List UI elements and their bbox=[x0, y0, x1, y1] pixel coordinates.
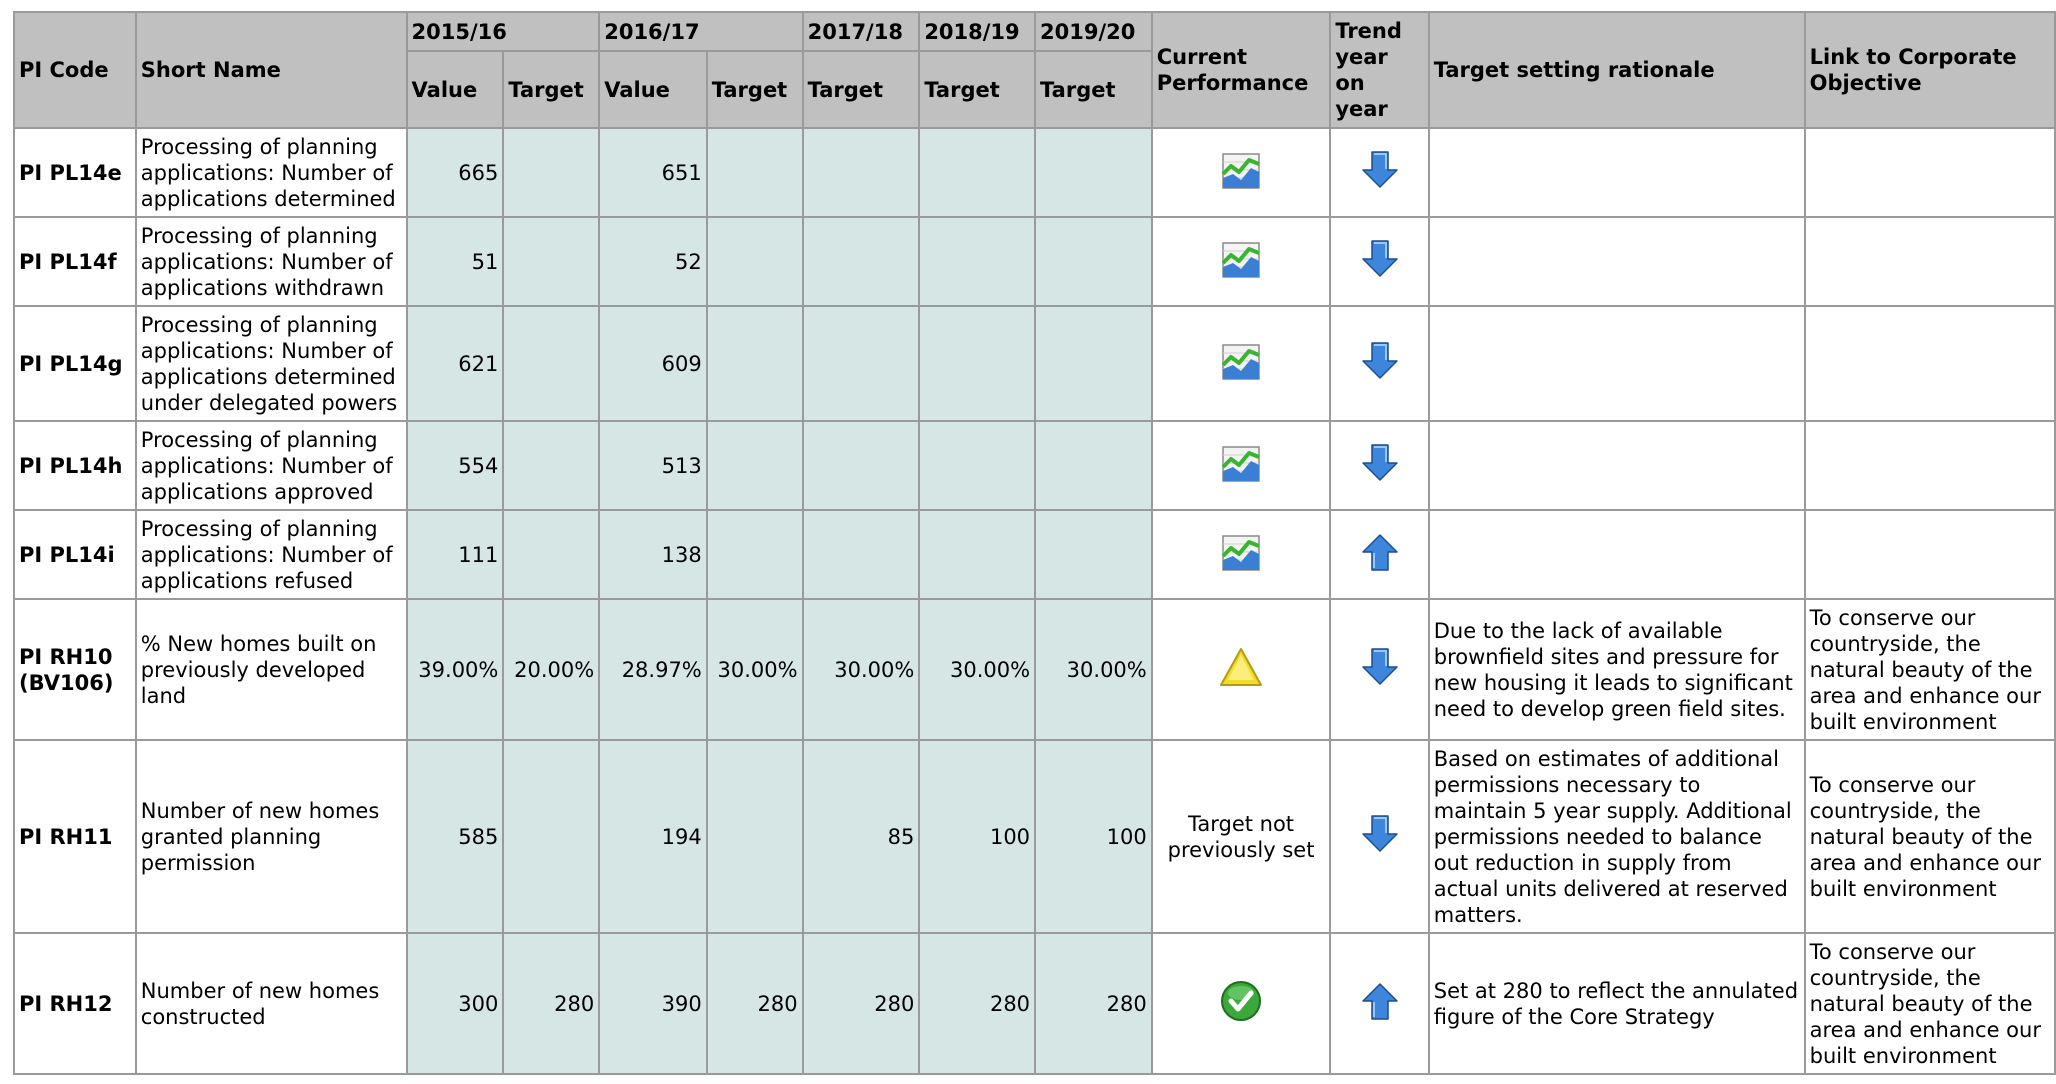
table-row bbox=[14, 510, 2055, 599]
target-2018: 280 bbox=[919, 933, 1035, 1074]
value-2016: 138 bbox=[599, 510, 707, 599]
corporate-objective bbox=[1805, 421, 2055, 510]
target-2018 bbox=[919, 217, 1035, 306]
pi-code: PI PL14i bbox=[14, 510, 136, 599]
pi-code: PI PL14h bbox=[14, 421, 136, 510]
target-2019: 280 bbox=[1035, 933, 1152, 1074]
target-rationale: Based on estimates of additional permissions necessary to maintain 5 year supply. Additional permissions needed to balance out reduction in supply from actual units delivered at reserved matters. bbox=[1429, 740, 1805, 933]
header-trend-line4: year bbox=[1335, 97, 1388, 121]
trend-cell bbox=[1330, 933, 1428, 1074]
table-row bbox=[14, 128, 2055, 217]
current-performance bbox=[1152, 599, 1331, 740]
arrow-down-icon bbox=[1359, 813, 1401, 861]
target-2017 bbox=[803, 421, 920, 510]
arrow-up-icon bbox=[1359, 531, 1401, 579]
header-target-2019: Target bbox=[1035, 51, 1152, 128]
target-2016 bbox=[707, 217, 803, 306]
target-2016 bbox=[707, 421, 803, 510]
target-2015: 280 bbox=[503, 933, 599, 1074]
current-performance bbox=[1152, 306, 1331, 421]
target-2018 bbox=[919, 421, 1035, 510]
target-2019 bbox=[1035, 128, 1152, 217]
value-2015: 665 bbox=[407, 128, 504, 217]
short-name: % New homes built on previously developed land bbox=[136, 599, 407, 740]
current-performance-text: Target not previously set bbox=[1167, 811, 1315, 862]
target-2015 bbox=[503, 510, 599, 599]
trend-cell bbox=[1330, 599, 1428, 740]
pi-code: PI PL14e bbox=[14, 128, 136, 217]
corporate-objective bbox=[1805, 217, 2055, 306]
value-2015: 300 bbox=[407, 933, 504, 1074]
target-2016: 280 bbox=[707, 933, 803, 1074]
header-target-2018: Target bbox=[919, 51, 1035, 128]
trend-cell bbox=[1330, 421, 1428, 510]
pi-table bbox=[13, 11, 2056, 1075]
corporate-objective: To conserve our countryside, the natural beauty of the area and enhance our built environment bbox=[1805, 740, 2055, 933]
trend-cell bbox=[1330, 128, 1428, 217]
value-2015: 554 bbox=[407, 421, 504, 510]
pi-code: PI RH12 bbox=[14, 933, 136, 1074]
target-2017: 30.00% bbox=[803, 599, 920, 740]
short-name: Processing of planning applications: Number of applications determined bbox=[136, 128, 407, 217]
table-row bbox=[14, 599, 2055, 740]
short-name: Processing of planning applications: Number of applications determined under delegated powers bbox=[136, 306, 407, 421]
header-current-performance: Current Performance bbox=[1152, 12, 1331, 128]
corporate-objective bbox=[1805, 510, 2055, 599]
header-trend-line2: year bbox=[1335, 45, 1388, 69]
header-year-2018: 2018/19 bbox=[919, 12, 1035, 51]
chart-icon bbox=[1219, 530, 1263, 580]
table-row bbox=[14, 421, 2055, 510]
header-value-2016: Value bbox=[599, 51, 707, 128]
value-2016: 390 bbox=[599, 933, 707, 1074]
value-2016: 513 bbox=[599, 421, 707, 510]
target-2017: 280 bbox=[803, 933, 920, 1074]
target-2018 bbox=[919, 510, 1035, 599]
current-performance bbox=[1152, 740, 1331, 933]
target-2017 bbox=[803, 306, 920, 421]
target-rationale bbox=[1429, 510, 1805, 599]
target-2016 bbox=[707, 306, 803, 421]
current-performance bbox=[1152, 128, 1331, 217]
value-2016: 52 bbox=[599, 217, 707, 306]
target-2018: 30.00% bbox=[919, 599, 1035, 740]
target-2016 bbox=[707, 510, 803, 599]
corporate-objective: To conserve our countryside, the natural beauty of the area and enhance our built environment bbox=[1805, 933, 2055, 1074]
target-rationale bbox=[1429, 421, 1805, 510]
value-2015: 39.00% bbox=[407, 599, 504, 740]
pi-code: PI RH11 bbox=[14, 740, 136, 933]
value-2016: 609 bbox=[599, 306, 707, 421]
header-value-2015: Value bbox=[407, 51, 504, 128]
value-2015: 51 bbox=[407, 217, 504, 306]
current-performance bbox=[1152, 217, 1331, 306]
chart-icon bbox=[1219, 148, 1263, 198]
trend-cell bbox=[1330, 306, 1428, 421]
header-short-name: Short Name bbox=[136, 12, 407, 128]
header-year-2019: 2019/20 bbox=[1035, 12, 1152, 51]
chart-icon bbox=[1219, 441, 1263, 491]
target-2018 bbox=[919, 128, 1035, 217]
trend-cell bbox=[1330, 510, 1428, 599]
current-performance bbox=[1152, 933, 1331, 1074]
header-target-2017: Target bbox=[803, 51, 920, 128]
header-trend bbox=[1330, 12, 1428, 128]
value-2015: 621 bbox=[407, 306, 504, 421]
arrow-down-icon bbox=[1359, 238, 1401, 286]
value-2015: 111 bbox=[407, 510, 504, 599]
arrow-down-icon bbox=[1359, 149, 1401, 197]
pi-code: PI PL14f bbox=[14, 217, 136, 306]
target-2019 bbox=[1035, 217, 1152, 306]
target-2015 bbox=[503, 217, 599, 306]
warning-triangle-icon bbox=[1218, 646, 1264, 694]
header-rationale: Target setting rationale bbox=[1429, 12, 1805, 128]
value-2016: 28.97% bbox=[599, 599, 707, 740]
trend-cell bbox=[1330, 217, 1428, 306]
target-2015 bbox=[503, 128, 599, 217]
header-trend-line1: Trend bbox=[1335, 19, 1402, 43]
table-row bbox=[14, 306, 2055, 421]
arrow-up-icon bbox=[1359, 980, 1401, 1028]
target-2019 bbox=[1035, 306, 1152, 421]
target-rationale: Set at 280 to reflect the annulated figure of the Core Strategy bbox=[1429, 933, 1805, 1074]
table-row bbox=[14, 740, 2055, 933]
target-rationale: Due to the lack of available brownfield sites and pressure for new housing it leads to significant need to develop green field sites. bbox=[1429, 599, 1805, 740]
target-rationale bbox=[1429, 306, 1805, 421]
target-2017 bbox=[803, 128, 920, 217]
current-performance bbox=[1152, 510, 1331, 599]
chart-icon bbox=[1219, 237, 1263, 287]
header-trend-line3: on bbox=[1335, 71, 1365, 95]
table-row bbox=[14, 933, 2055, 1074]
header-year-2016: 2016/17 bbox=[599, 12, 802, 51]
header-year-2015: 2015/16 bbox=[407, 12, 600, 51]
target-2019: 100 bbox=[1035, 740, 1152, 933]
corporate-objective: To conserve our countryside, the natural beauty of the area and enhance our built environment bbox=[1805, 599, 2055, 740]
value-2016: 651 bbox=[599, 128, 707, 217]
target-2016 bbox=[707, 128, 803, 217]
target-2015 bbox=[503, 740, 599, 933]
chart-icon bbox=[1219, 339, 1263, 389]
arrow-down-icon bbox=[1359, 340, 1401, 388]
trend-cell bbox=[1330, 740, 1428, 933]
target-2018 bbox=[919, 306, 1035, 421]
header-pi-code: PI Code bbox=[14, 12, 136, 128]
target-2019: 30.00% bbox=[1035, 599, 1152, 740]
green-check-icon bbox=[1219, 979, 1263, 1029]
header-year-2017: 2017/18 bbox=[803, 12, 920, 51]
header-corporate-objective: Link to Corporate Objective bbox=[1805, 12, 2055, 128]
arrow-down-icon bbox=[1359, 442, 1401, 490]
target-2017 bbox=[803, 510, 920, 599]
value-2016: 194 bbox=[599, 740, 707, 933]
header-target-2015: Target bbox=[503, 51, 599, 128]
target-2015 bbox=[503, 306, 599, 421]
short-name: Number of new homes constructed bbox=[136, 933, 407, 1074]
short-name: Number of new homes granted planning permission bbox=[136, 740, 407, 933]
table-row bbox=[14, 217, 2055, 306]
target-2016: 30.00% bbox=[707, 599, 803, 740]
current-performance bbox=[1152, 421, 1331, 510]
corporate-objective bbox=[1805, 306, 2055, 421]
arrow-down-icon bbox=[1359, 646, 1401, 694]
target-2019 bbox=[1035, 421, 1152, 510]
target-2017: 85 bbox=[803, 740, 920, 933]
pi-code: PI PL14g bbox=[14, 306, 136, 421]
target-rationale bbox=[1429, 217, 1805, 306]
header-target-2016: Target bbox=[707, 51, 803, 128]
target-2016 bbox=[707, 740, 803, 933]
short-name: Processing of planning applications: Number of applications refused bbox=[136, 510, 407, 599]
target-2019 bbox=[1035, 510, 1152, 599]
corporate-objective bbox=[1805, 128, 2055, 217]
target-2015: 20.00% bbox=[503, 599, 599, 740]
target-2018: 100 bbox=[919, 740, 1035, 933]
value-2015: 585 bbox=[407, 740, 504, 933]
short-name: Processing of planning applications: Number of applications withdrawn bbox=[136, 217, 407, 306]
target-2015 bbox=[503, 421, 599, 510]
short-name: Processing of planning applications: Number of applications approved bbox=[136, 421, 407, 510]
pi-code: PI RH10 (BV106) bbox=[14, 599, 136, 740]
target-2017 bbox=[803, 217, 920, 306]
target-rationale bbox=[1429, 128, 1805, 217]
